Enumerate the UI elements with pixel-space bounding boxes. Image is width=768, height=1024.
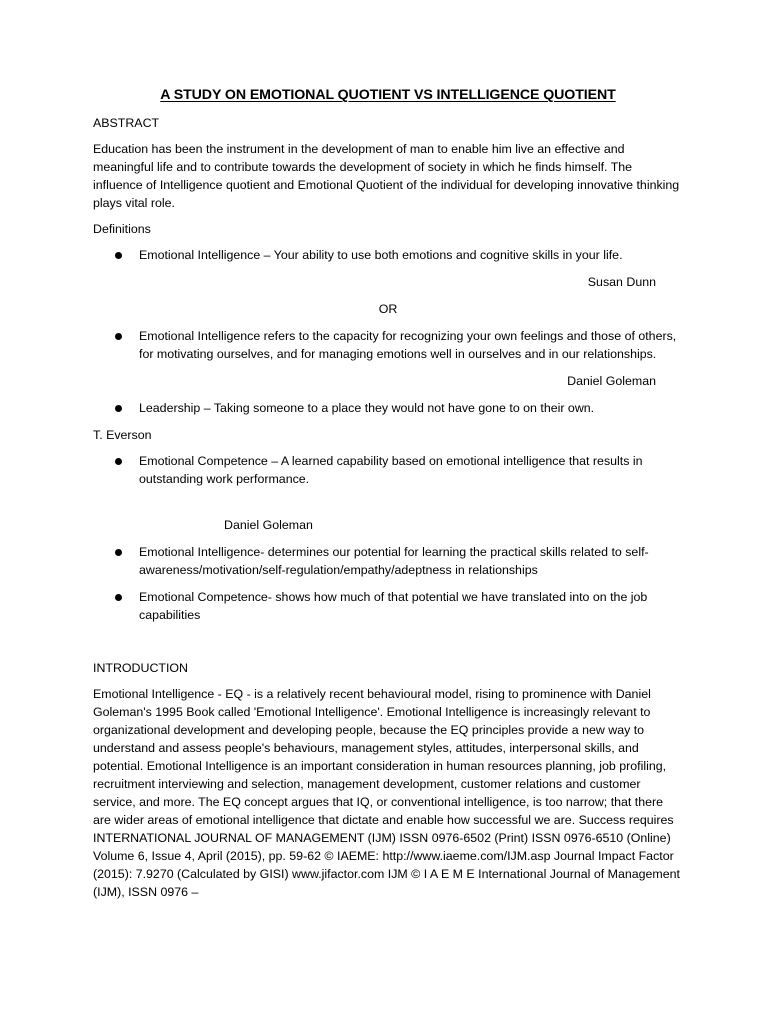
or-separator: OR <box>378 302 398 316</box>
section-spacer <box>93 633 683 659</box>
definition-attribution: Susan Dunn <box>587 275 656 289</box>
introduction-heading: INTRODUCTION <box>93 661 188 675</box>
definition-attribution: Daniel Goleman <box>567 374 656 388</box>
bullet-icon <box>115 458 122 465</box>
definitions-heading: Definitions <box>93 222 151 236</box>
bullet-icon <box>115 405 122 412</box>
definition-item <box>93 327 683 363</box>
definition-text: Leadership – Taking someone to a place they would not have gone to on their own. <box>139 401 595 415</box>
definition-attribution: Daniel Goleman <box>224 518 313 532</box>
introduction-text: Emotional Intelligence - EQ - is a relatively recent behavioural model, rising to prominence with Daniel Goleman's 1995 Book called 'Emotional Intelligence'. Emotional Intelligence is increasingly relevant to organizational development and developing people, because the EQ principles provide a new way to understand and assess people's behaviours, management styles, attitudes, interpersonal skills, and potential. Emotional Intelligence is an important consideration in human resources planning, job profiling, recruitment interviewing and selection, management development, customer relations and customer service, and more. The EQ concept argues that IQ, or conventional intelligence, is too narrow; that there are wider areas of emotional intelligence that dictate and enable how successful we are. Success requires INTERNATIONAL JOURNAL OF MANAGEMENT (IJM) ISSN 0976-6502 (Print) ISSN 0976-6510 (Online) Volume 6, Issue 4, April (2015), pp. 59-62 © IAEME: http://www.iaeme.com/IJM.asp Journal Impact Factor (2015): 7.9270 (Calculated by GISI) www.jifactor.com IJM © I A E M E International Journal of Management (IJM), ISSN 0976 – <box>93 687 680 899</box>
bullet-icon <box>115 549 122 556</box>
definition-text: Emotional Intelligence – Your ability to use both emotions and cognitive skills in your life. <box>139 248 623 262</box>
bullet-icon <box>115 333 122 340</box>
definition-attribution: T. Everson <box>93 428 152 442</box>
definition-item <box>93 399 683 417</box>
definition-item <box>93 588 683 624</box>
definition-text: Emotional Intelligence- determines our potential for learning the practical skills related to self-awareness/motivation/self-regulation/empathy/adeptness in relationships <box>139 545 649 577</box>
abstract-heading: ABSTRACT <box>93 116 160 130</box>
bullet-icon <box>115 252 122 259</box>
definition-text: Emotional Competence- shows how much of that potential we have translated into on the job capabilities <box>139 590 648 622</box>
definition-item <box>93 246 683 264</box>
abstract-text: Education has been the instrument in the development of man to enable him live an effective and meaningful life and to contribute towards the development of society in which he finds himself. The influence of Intelligence quotient and Emotional Quotient of the individual for developing innovative thinking plays vital role. <box>93 142 680 210</box>
definition-text: Emotional Competence – A learned capability based on emotional intelligence that results in outstanding work performance. <box>139 454 643 486</box>
document-page <box>93 86 683 909</box>
definition-item <box>93 543 683 579</box>
definition-item <box>93 452 683 488</box>
document-title: A STUDY ON EMOTIONAL QUOTIENT VS INTELLIGENCE QUOTIENT <box>160 87 616 103</box>
bullet-icon <box>115 594 122 601</box>
definition-text: Emotional Intelligence refers to the capacity for recognizing your own feelings and those of others, for motivating ourselves, and for managing emotions well in ourselves and in our relationships. <box>139 329 677 361</box>
